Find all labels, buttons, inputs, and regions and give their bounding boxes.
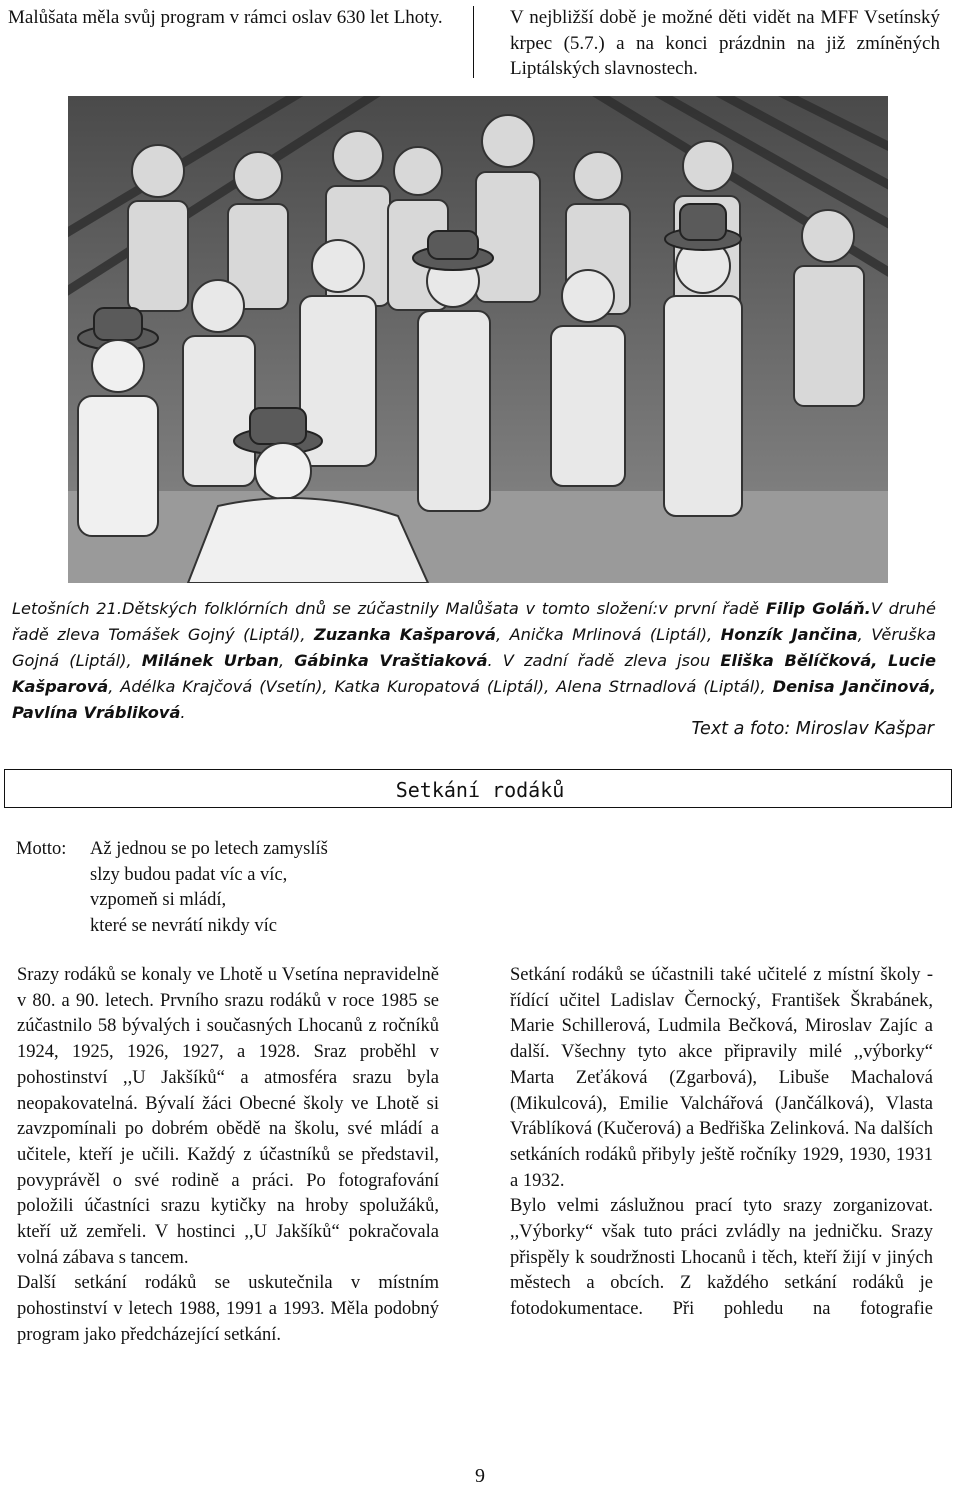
left-column — [17, 963, 439, 1349]
motto-label: Motto: — [16, 839, 67, 859]
caption-name-bold: Milánek Urban — [141, 651, 279, 670]
section-title: Setkání rodáků — [395, 778, 565, 802]
caption-name-bold: Honzík Jančina — [720, 625, 858, 644]
photo-credit: Text a foto: Miroslav Kašpar — [691, 719, 934, 739]
page-number: 9 — [475, 1465, 485, 1487]
motto-line: které se nevrátí nikdy víc — [90, 916, 277, 937]
motto-line: Až jednou se po letech zamyslíš — [90, 839, 328, 859]
caption-name-bold: Filip Goláň. — [765, 599, 871, 618]
left-paragraph-1: Srazy rodáků se konaly ve Lhotě u Vsetína nepravidelně v 80. a 90. letech. Prvního srazu rodáků v roce 1985 se zúčastnilo 58 bývalých i současných Lhocanů z ročníků 1924, 1925, 1926, 1927, a 1928. Sraz proběhl v pohostinství ,,U Jakšíků“ a atmosféra srazu byla neopakovatelná. Bývalí žáci Obecné školy ve Lhotě si zavzpomínali po dobrém obědě na školu, své mládí a učitele, kteří je učili. Každý z účastníků se představil, povyprávěl o své rodině a práci. Po fotografování položili účastníci srazu kytičky na hroby spolužáků, kteří už zemřeli. V hostinci ,,U Jakšíků“ pokračovala volná zábava s tancem. — [17, 965, 439, 1268]
column-divider — [473, 6, 474, 78]
motto-line: vzpomeň si mládí, — [90, 890, 227, 911]
intro-left-paragraph: Malůšata měla svůj program v rámci oslav 630 let Lhoty. — [8, 7, 443, 28]
motto-verse — [90, 837, 490, 940]
group-photo — [68, 96, 888, 583]
photo-illustration — [68, 96, 888, 583]
right-column — [510, 963, 933, 1323]
right-paragraph-1: Setkání rodáků se účastnili také učitelé z místní školy - řídící učitel Ladislav Černocký, František Škrabánek, Marie Schillerová, Ludmila Bečková, Miroslav Zajíc a další. Všechny tyto akce připravily milé ,,výborky“ Marta Zeťáková (Zgarbová), Libuše Machalová (Mikulcová), Emilie Valchářová (Jančálková), Vlasta Vráblíková (Kučerová) a Bedřiška Zelinková. Na dalších setkáních rodáků přibyly ještě ročníky 1929, 1930, 1931 a 1932. — [510, 965, 933, 1191]
intro-right-paragraph: V nejbližší době je možné děti vidět na MFF Vsetínský krpec (5.7.) a na konci prázdnin na již zmíněných Liptálských slavnostech. — [510, 7, 940, 79]
motto-line: slzy budou padat víc a víc, — [90, 864, 288, 885]
caption-name-bold: Zuzanka Kašparová — [314, 625, 496, 644]
photo-caption: Letošních 21.Dětských folklórních dnů se zúčastnily Malůšata v tomto složení:v první řadě Filip Goláň.V druhé řadě zleva Tomášek Gojný (Liptál), Zuzanka Kašparová, Anička Mrlinová (Liptál), Honzík Jančina, Věruška Gojná (Liptál), Milánek Urban, Gábinka Vraštiaková. V zadní řadě zleva jsou Eliška Bělíčková, Lucie Kašparová, Adélka Krajčová (Vsetín), Katka Kuropatová (Liptál), Alena Strnadlová (Liptál), Denisa Jančinová, Pavlína Vrábliková. — [12, 599, 937, 722]
caption-name-bold: Gábinka Vraštiaková — [294, 651, 488, 670]
caption-name-bold: Denisa Jančinová, Pavlína Vrábliková — [12, 677, 936, 722]
right-paragraph-2: Bylo velmi záslužnou prací tyto srazy zorganizovat. ,,Výborky“ však tuto práci zvládly na jedničku. Srazy přispěly k soudržnosti Lhocanů i těch, kteří žijí v jiných městech a obcích. Z každého setkání rodáků je fotodokumentace. Při pohledu na fotografie — [510, 1196, 933, 1320]
caption-name-bold: Eliška Bělíčková, Lucie Kašparová — [12, 651, 937, 696]
left-paragraph-2: Další setkání rodáků se uskutečnila v místním pohostinství v letech 1988, 1991 a 1993. Měla podobný program jako předcházející setkání. — [17, 1273, 439, 1345]
